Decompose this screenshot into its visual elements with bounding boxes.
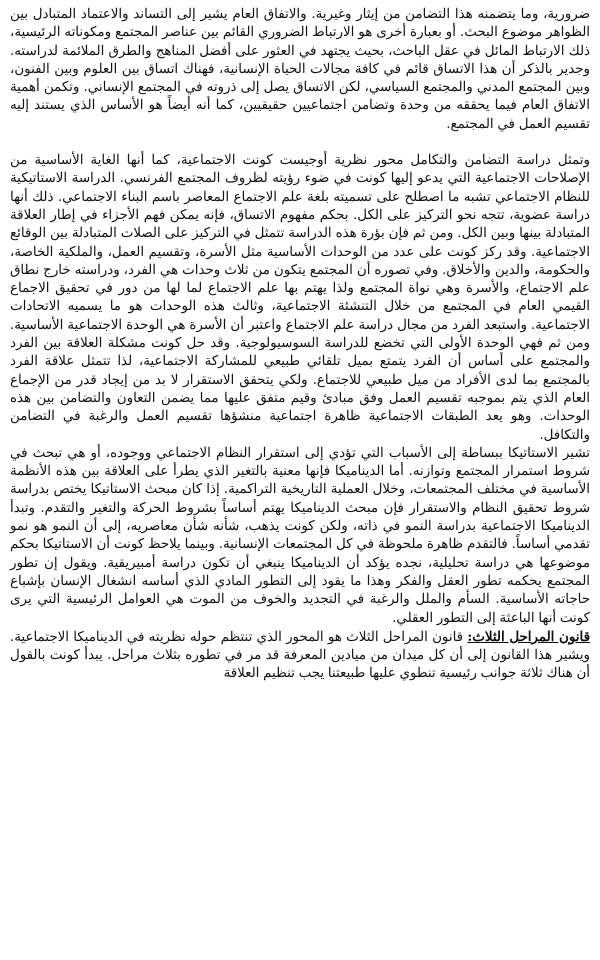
- section-three-stages: [10, 628, 590, 684]
- paragraph-consensus: ضرورية، وما يتضمنه هذا التضامن من إيثار وغيرية. والاتفاق العام يشير إلى التساند والاعتماد المتبادل بين الظواهر موضوع البحث. أو بعبارة أخرى هو الارتباط الضروري القائم بين عناصر المجتمع ومكوناته الرئيسية، ذلك الارتباط المائل في عقل الباحث، بحيث يجتهد في العثور على أفضل المناهج والطرق الملائمة لدراسته. وجدير بالذكر أن هذا الاتساق قائم في كافة مجالات الحياة الإنسانية، فهناك اتساق بين العلوم وبين الفنون، وبين المجتمع المدني والمجتمع السياسي، لكن الاتساق يصل إلى ذروته في المجتمع الإنساني. وتكمن أهمية الاتفاق العام فيما يحققه من وحدة وتضامن اجتماعيين حقيقيين، كما أنه أيضاً هو الأساس الذي يستند إليه تقسيم العمل في المجتمع.: [10, 7, 590, 132]
- section-heading: قانون المراحل الثلاث:: [467, 628, 591, 645]
- paragraph-solidarity-statics: وتمثل دراسة التضامن والتكامل محور نظرية أوجيست كونت الاجتماعية، كما أنها الغاية الأساسية من الإصلاحات الاجتماعية التي يدعو إليها كونت في ضوء رؤيته لظروف المجتمع الفرنسي. الدراسة الاستاتيكية للنظام الاجتماعي تشبه ما اصطلح على تسميته بلغة علم الاجتماع المعاصر باسم البناء الاجتماعي. ذلك أنها دراسة عضوية، تتجه نحو التركيز على الكل. بحكم مفهوم الاتساق، فإنه يمكن فهم الأجزاء في إطار العلاقة المتبادلة بينها وبين الكل. ومن ثم فإن بؤرة هذه الدراسة تتمثل في التركيز على الصلات المتبادلة بين الوقائع الاجتماعية. وقد ركز كونت على عدد من الوحدات الأساسية مثل الأسرة، وتقسيم العمل، والملكية الخاصة، والحكومة، والدين والأخلاق. وفي تصوره أن المجتمع يتكون من ثلاث وحدات هي الفرد، ودراسته خارج نطاق علم الاجتماع، والأسرة وهي نواة المجتمع ولذا يهتم بها علم الاجتماع لما لها من دور في تحقيق الاجماع القيمي العام في المجتمع من خلال التنشئة الاجتماعية، وثالث هذه الوحدات هو ما يسميه الاتحادات الاجتماعية. واستبعد الفرد من مجال دراسة علم الاجتماع واعتبر أن الأسرة هي الوحدة الاجتماعية الأساسية. ومن ثم فهي الوحدة الأولى التي تخضع للدراسة السوسيولوجية. وقد حل كونت مشكلة العلاقة بين الفرد والمجتمع على أساس أن الفرد يتمتع بميل تلقائي طبيعي للمشاركة الاجتماعية، لذا تتمثل علاقة الفرد بالمجتمع بما لدى الأفراد من ميل طبيعي للاجتماع. ولكي يتحقق الاستقرار لا بد من إيجاد قدر من الإجماع العام الذي يتم بموجبه تقسيم العمل وفق مبادئ وقيم متفق عليها مما يضمن التعاون والتضامن بين هذه الوحدات. وهو يعد الطبقات الاجتماعية ظاهرة اجتماعية منشؤها تقسيم العمل والرغبة في التضامن والتكافل.: [10, 153, 590, 443]
- paragraph-statics-dynamics: تشير الاستاتيكا ببساطة إلى الأسباب التي تؤدي إلى استقرار النظام الاجتماعي ووجوده، أو هي تبحث في شروط استمرار المجتمع وتوازنه. أما الديناميكا فإنها معنية بالتغير الذي يطرأ على العلاقة بين هذه الأنظمة الأساسية في مختلف المجتمعات، وخلال العملية التاريخية التراكمية. إذا كان مبحث الاستاتيكا يختص بدراسة شروط تحقيق النظام والاستقرار فإن مبحث الديناميكا يهتم أساساً بشروط الحركة والتغير والتقدم. وتبدأ الديناميكا الاجتماعية بدراسة النمو في ذاته، ولكن كونت يذهب، شأنه شأن معاصريه، إلى أن النمو هو نمو تقدمي أساساً. فالتقدم ظاهرة ملحوظة في كل المجتمعات الإنسانية. وبينما يلاحظ كونت أن الاستاتيكا بحكم موضوعها هي دراسة تحليلية، نجده يؤكد أن الديناميكا ينبغي أن تكون دراسة أمبيريقية. ويقول إن تطور المجتمع يحكمه تطور العقل والفكر وهذا ما يقود إلى التطور المادي الذي أساسه انشغال الإنسان بإشباع حاجاته الأساسية. السأم والملل والرغبة في التجديد والخوف من الموت هي العوامل الرئيسية التي يرى كونت أنها الباعثة إلى التطور العقلي.: [10, 445, 590, 626]
- section-text: قانون المراحل الثلاث هو المحور الذي تنتظم حوله نظريته في الديناميكا الاجتماعية. ويشير هذا القانون إلى أن كل ميدان من ميادين المعرفة قد مر في تطوره بثلاث مراحل. يبدأ كونت بالقول أن هناك ثلاثة جوانب رئيسية تنطوي عليها طبيعتنا يجب تنظيم العلاقة: [10, 629, 590, 682]
